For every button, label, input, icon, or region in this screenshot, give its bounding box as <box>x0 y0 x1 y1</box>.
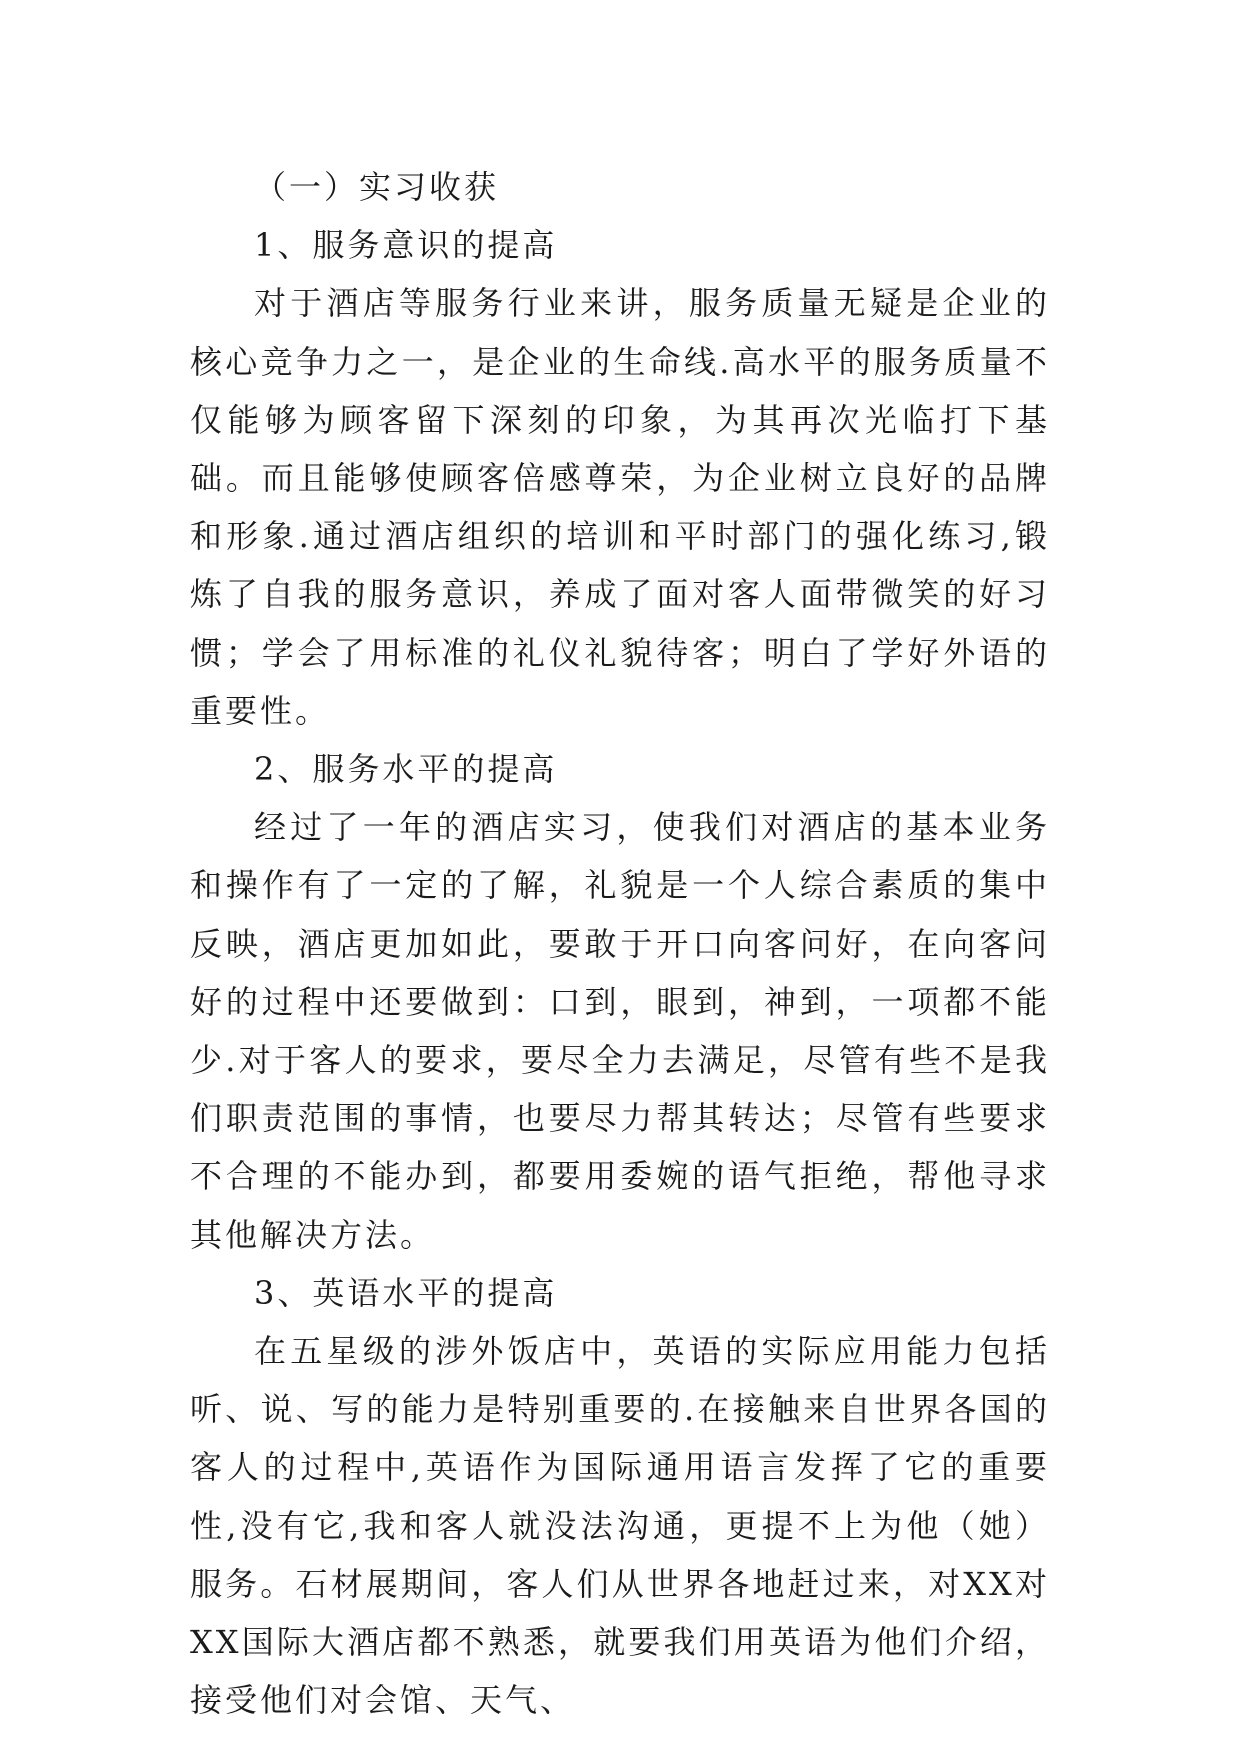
subsection-heading-3: 3、英语水平的提高 <box>254 1273 558 1312</box>
paragraph-3: 在五星级的涉外饭店中，英语的实际应用能力包括听、说、写的能力是特别重要的.在接触来自世界各国的客人的过程中,英语作为国际通用语言发挥了它的重要性,没有它,我和客人就没法沟通，更提不上为他（她）服务。石材展期间，客人们从世界各地赶过来，对XX对XX国际大酒店都不熟悉，就要我们用英语为他们介绍，接受他们对会馆、天气、 <box>190 1332 1050 1720</box>
paragraph-2: 经过了一年的酒店实习，使我们对酒店的基本业务和操作有了一定的了解，礼貌是一个人综合素质的集中反映，酒店更加如此，要敢于开口向客问好，在向客问好的过程中还要做到：口到，眼到，神到，一项都不能少.对于客人的要求，要尽全力去满足，尽管有些不是我们职责范围的事情，也要尽力帮其转达；尽管有些要求不合理的不能办到，都要用委婉的语气拒绝，帮他寻求其他解决方法。 <box>190 808 1050 1254</box>
section-title: （一）实习收获 <box>254 168 500 206</box>
document-body <box>190 158 1050 1729</box>
subsection-heading-2: 2、服务水平的提高 <box>254 750 558 789</box>
subsection-heading-1: 1、服务意识的提高 <box>254 226 558 265</box>
paragraph-1: 对于酒店等服务行业来讲，服务质量无疑是企业的核心竞争力之一，是企业的生命线.高水平的服务质量不仅能够为顾客留下深刻的印象，为其再次光临打下基础。而且能够使顾客倍感尊荣，为企业树立良好的品牌和形象.通过酒店组织的培训和平时部门的强化练习,锻炼了自我的服务意识，养成了面对客人面带微笑的好习惯；学会了用标准的礼仪礼貌待客；明白了学好外语的重要性。 <box>190 284 1050 730</box>
